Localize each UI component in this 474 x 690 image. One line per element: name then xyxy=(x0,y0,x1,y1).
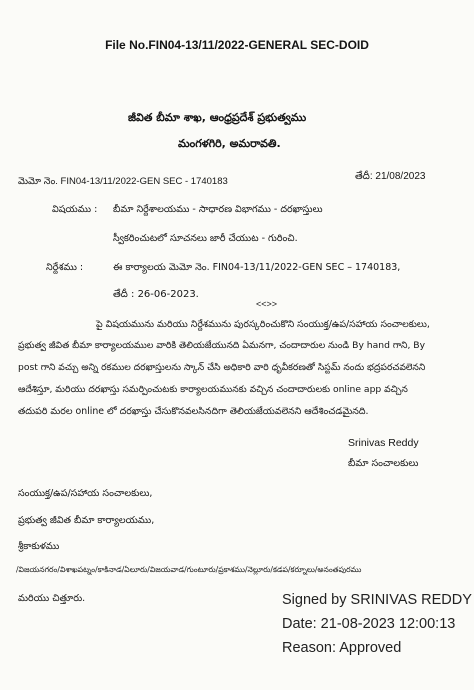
department-title: జీవిత బీమా శాఖ, ఆంధ్రప్రదేశ్ ప్రభుత్వము xyxy=(128,111,307,124)
body-line-1: పై విషయమును మరియు నిర్దేశమును పురస్కరించుకొని సంయుక్త/ఉప/సహాయ సంచాలకులు, xyxy=(96,319,430,330)
digital-signature-name: Signed by SRINIVAS REDDY xyxy=(282,592,472,608)
recipient-line-5: మరియు చిత్తూరు. xyxy=(18,593,86,604)
memo-number: మెమో నెం. FIN04-13/11/2022-GEN SEC - 1740183 xyxy=(18,176,228,187)
memo-date: తేదీ: 21/08/2023 xyxy=(355,171,426,182)
subject-label: విషయము : xyxy=(52,204,98,215)
file-number: File No.FIN04-13/11/2022-GENERAL SEC-DOID xyxy=(105,38,369,52)
subject-line-2: స్వీకరించుటలో సూచనలు జారీ చేయుట - గురించి. xyxy=(113,233,298,244)
separator: <<>> xyxy=(256,299,278,309)
signatory-name: Srinivas Reddy xyxy=(348,437,419,449)
body-line-4: ఆదేశిస్తూ, మరియు దరఖాస్తు సమర్పించుటకు కార్యాలయమునకు వచ్చిన చందాదారులకు online app వచ్చిన xyxy=(18,384,408,395)
reference-line-2: తేదీ : 26-06-2023. xyxy=(113,289,199,300)
recipient-line-1: సంయుక్త/ఉప/సహాయ సంచాలకులు, xyxy=(18,488,153,499)
recipient-line-3: శ్రీకాకుళము xyxy=(18,541,60,552)
body-line-5: తదుపరి మరల online లో దరఖాస్తు చేసుకొనవలసినదిగా తెలియజేయవలెనని ఆదేశించడమైనది. xyxy=(18,406,369,417)
digital-signature-date: Date: 21-08-2023 12:00:13 xyxy=(282,616,456,632)
reference-label: నిర్దేశము : xyxy=(46,262,84,273)
recipient-line-2: ప్రభుత్వ జీవిత బీమా కార్యాలయము, xyxy=(18,515,155,526)
office-place: మంగళగిరి, అమరావతి. xyxy=(178,137,281,150)
signatory-title: బీమా సంచాలకులు xyxy=(348,458,419,469)
recipient-line-4: /విజయనగరం/విశాఖపట్నం/కాకినాడ/ఏలూరు/విజయవాడ/గుంటూరు/ప్రకాశము/నెల్లూరు/కడప/కర్నూలు/అనంతపురము xyxy=(16,565,362,574)
subject-line-1: బీమా నిర్దేశాలయము - సాధారణ విభాగము - దరఖాస్తులు xyxy=(113,204,323,215)
body-line-2: ప్రభుత్వ జీవిత బీమా కార్యాలయముల వారికి తెలియజేయునది ఏమనగా, చందాదారుల నుండి By hand గాని, By xyxy=(18,340,426,351)
body-line-3: post గాని వచ్చు అన్ని రకముల దరఖాస్తులను స్కాన్ చేసి అధికారి వారి ధృవీకరణతో సిస్టమ్ నందు భద్రపరచవలెనని xyxy=(18,362,426,373)
digital-signature-reason: Reason: Approved xyxy=(282,640,402,656)
reference-line-1: ఈ కార్యాలయ మెమో నెం. FIN04-13/11/2022-GEN SEC – 1740183, xyxy=(113,262,401,273)
